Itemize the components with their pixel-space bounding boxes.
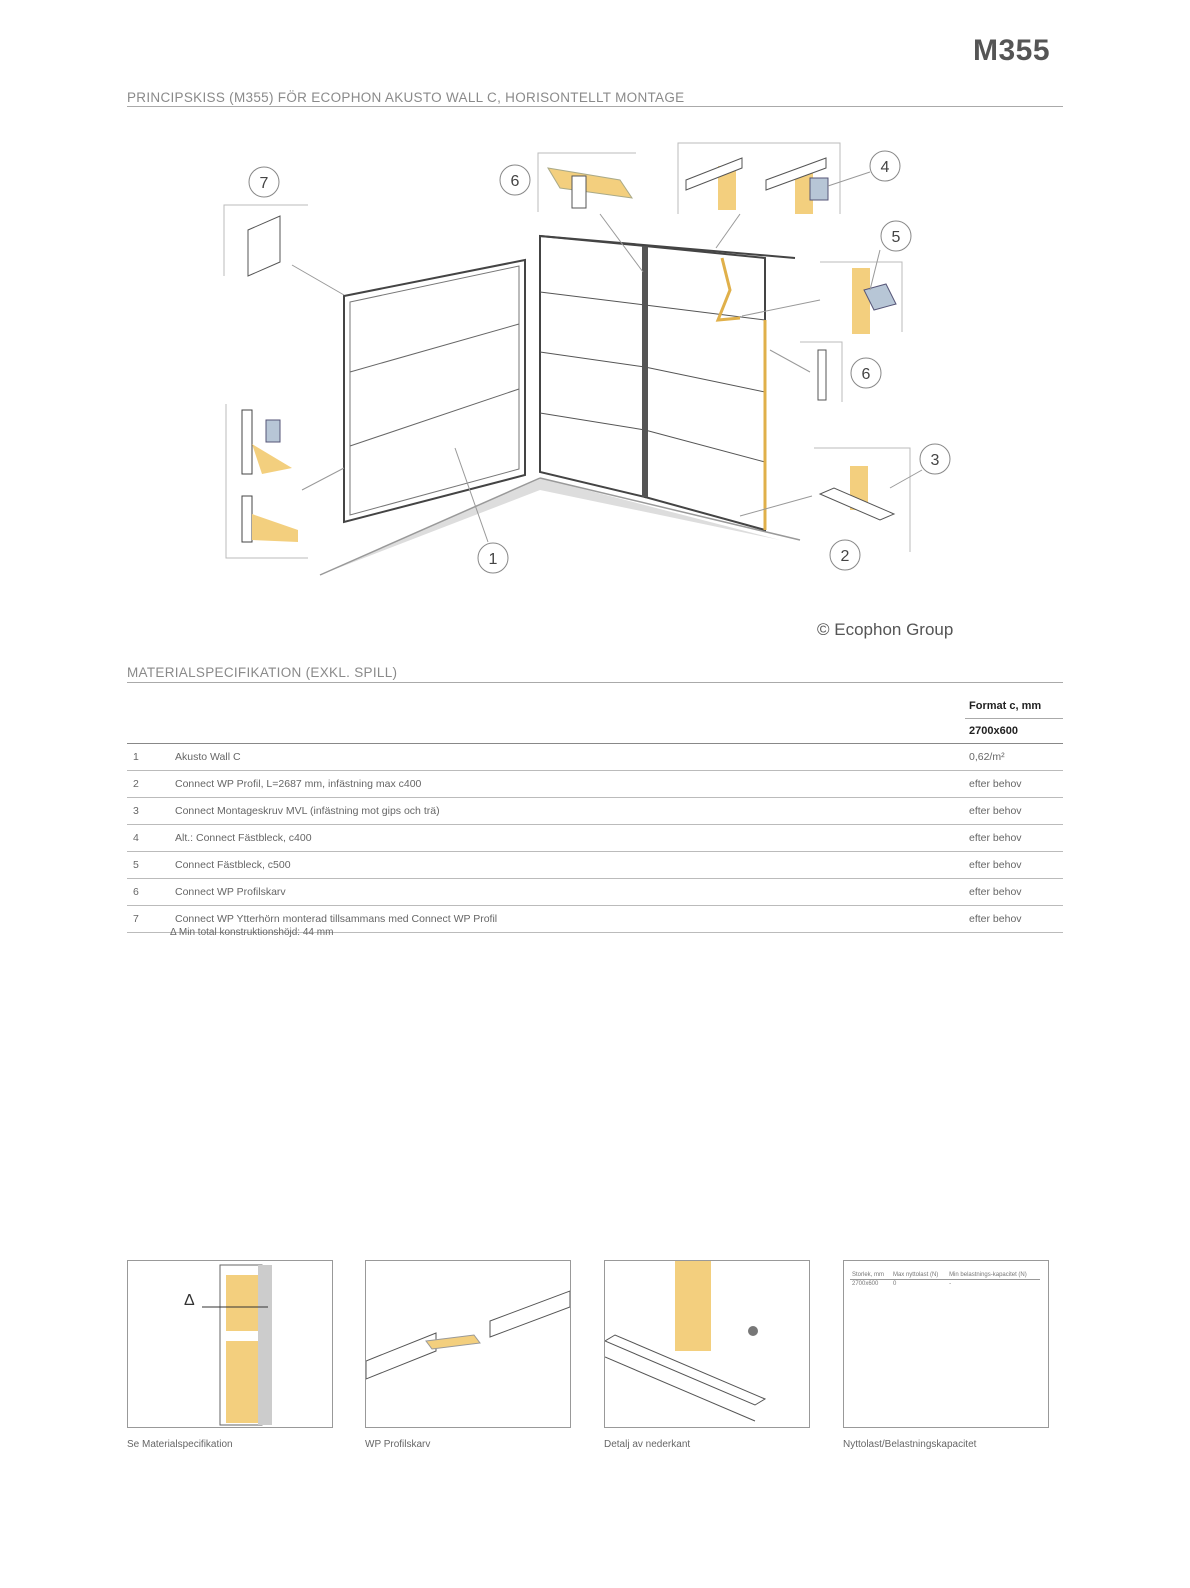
detail-wood-left-b bbox=[252, 514, 298, 542]
vertical-profile bbox=[642, 246, 648, 497]
table-row bbox=[127, 825, 1063, 852]
screw-icon bbox=[748, 1326, 758, 1336]
table-row bbox=[127, 879, 1063, 906]
leader-4b bbox=[828, 172, 870, 186]
caption-section: Se Materialspecifikation bbox=[127, 1439, 233, 1450]
row-desc: Akusto Wall C bbox=[175, 744, 965, 771]
callout-5 bbox=[881, 221, 911, 251]
row-desc: Connect WP Ytterhörn monterad tillsammans med Connect WP Profil bbox=[175, 906, 965, 933]
callout-1 bbox=[478, 543, 508, 573]
leader-4 bbox=[716, 214, 740, 248]
table-header-row bbox=[127, 694, 1063, 719]
row-desc: Connect Fästbleck, c500 bbox=[175, 852, 965, 879]
detail-profile-left-a bbox=[242, 410, 252, 474]
detail-joint-6a bbox=[548, 168, 632, 198]
right-panel-a bbox=[540, 236, 645, 497]
callout-7-label: 7 bbox=[259, 175, 269, 192]
row-num: 1 bbox=[127, 744, 175, 771]
callout-6a-label: 6 bbox=[510, 173, 520, 190]
section-panel bbox=[226, 1275, 258, 1423]
row-num: 2 bbox=[127, 771, 175, 798]
row-num: 6 bbox=[127, 879, 175, 906]
callout-5-label: 5 bbox=[891, 229, 901, 246]
section-break bbox=[226, 1331, 258, 1341]
thumb-profile-joint bbox=[365, 1260, 571, 1428]
row-num: 7 bbox=[127, 906, 175, 933]
table-row bbox=[127, 798, 1063, 825]
left-panel bbox=[344, 260, 525, 522]
callout-2 bbox=[830, 540, 860, 570]
title-rule bbox=[127, 106, 1063, 107]
row-desc: Connect Montageskruv MVL (infästning mot gips och trä) bbox=[175, 798, 965, 825]
callout-3-label: 3 bbox=[930, 452, 940, 469]
row-value: efter behov bbox=[965, 825, 1063, 852]
leader-5b bbox=[870, 250, 880, 290]
callout-7 bbox=[249, 167, 279, 197]
load-cell: 0 bbox=[892, 1281, 897, 1287]
column-header: Format c, mm bbox=[965, 694, 1063, 719]
callout-4 bbox=[870, 151, 900, 181]
copyright: © Ecophon Group bbox=[817, 620, 954, 639]
thumb-section bbox=[127, 1260, 333, 1428]
caption-bottom-detail: Detalj av nederkant bbox=[604, 1439, 691, 1450]
detail-joint-6b bbox=[818, 350, 826, 400]
caption-load: Nyttolast/Belastningskapacitet bbox=[843, 1439, 977, 1450]
load-header: Storlek, mm bbox=[850, 1271, 891, 1280]
row-desc: Alt.: Connect Fästbleck, c400 bbox=[175, 825, 965, 852]
load-cell: 2700x600 bbox=[852, 1281, 879, 1287]
detail-bracket-left bbox=[266, 420, 280, 442]
row-num: 4 bbox=[127, 825, 175, 852]
detail-corner-7 bbox=[248, 216, 280, 276]
section-wall bbox=[258, 1265, 272, 1425]
callout-6b bbox=[851, 358, 881, 388]
detail-profile-left-b bbox=[242, 496, 252, 542]
table-row bbox=[127, 771, 1063, 798]
construction-note: Δ Min total konstruktionshöjd: 44 mm bbox=[170, 927, 334, 938]
detail-panel bbox=[675, 1261, 711, 1351]
table-row bbox=[127, 744, 1063, 771]
row-value: efter behov bbox=[965, 906, 1063, 933]
table-format-row bbox=[127, 719, 1063, 744]
profile-a bbox=[366, 1333, 436, 1379]
caption-profile-joint: WP Profilskarv bbox=[365, 1439, 431, 1450]
format-value: 2700x600 bbox=[965, 719, 1063, 744]
row-value: efter behov bbox=[965, 852, 1063, 879]
row-num: 5 bbox=[127, 852, 175, 879]
row-num: 3 bbox=[127, 798, 175, 825]
delta-symbol: Δ bbox=[184, 1292, 195, 1309]
materials-rule bbox=[127, 682, 1063, 683]
callout-3 bbox=[920, 444, 950, 474]
thumb-bottom-detail bbox=[604, 1260, 810, 1428]
detail-wood-left-a bbox=[252, 444, 292, 474]
profile-b bbox=[490, 1291, 570, 1337]
load-table bbox=[850, 1271, 1040, 1288]
callout-4-label: 4 bbox=[880, 159, 890, 176]
callout-2-label: 2 bbox=[840, 548, 850, 565]
row-value: 0,62/m² bbox=[965, 744, 1063, 771]
row-desc: Connect WP Profil, L=2687 mm, infästning max c400 bbox=[175, 771, 965, 798]
principle-sketch bbox=[0, 120, 1190, 620]
detail-joint-6a-profile bbox=[572, 176, 586, 208]
leader-7 bbox=[292, 265, 344, 295]
materials-table bbox=[127, 694, 1063, 933]
leader-left bbox=[302, 468, 344, 490]
materials-title: MATERIALSPECIFIKATION (EXKL. SPILL) bbox=[127, 665, 398, 680]
document-code: M355 bbox=[972, 34, 1050, 67]
leader-3 bbox=[890, 470, 922, 488]
leader-6b bbox=[770, 350, 810, 372]
detail-wood-5 bbox=[852, 268, 870, 334]
row-desc: Connect WP Profilskarv bbox=[175, 879, 965, 906]
row-value: efter behov bbox=[965, 879, 1063, 906]
load-header: Max nyttolast (N) bbox=[891, 1271, 947, 1280]
detail-bracket-4 bbox=[810, 178, 828, 200]
thumb-load-table bbox=[843, 1260, 1049, 1428]
row-value: efter behov bbox=[965, 771, 1063, 798]
table-row bbox=[127, 852, 1063, 879]
load-header: Min belastnings-kapacitet (N) bbox=[947, 1271, 1040, 1280]
row-value: efter behov bbox=[965, 798, 1063, 825]
callout-6a bbox=[500, 165, 530, 195]
callout-6b-label: 6 bbox=[861, 366, 871, 383]
callout-1-label: 1 bbox=[488, 551, 498, 568]
load-cell: - bbox=[949, 1281, 952, 1287]
drawing-title: PRINCIPSKISS (M355) FÖR ECOPHON AKUSTO WALL C, HORISONTELLT MONTAGE bbox=[127, 90, 685, 105]
